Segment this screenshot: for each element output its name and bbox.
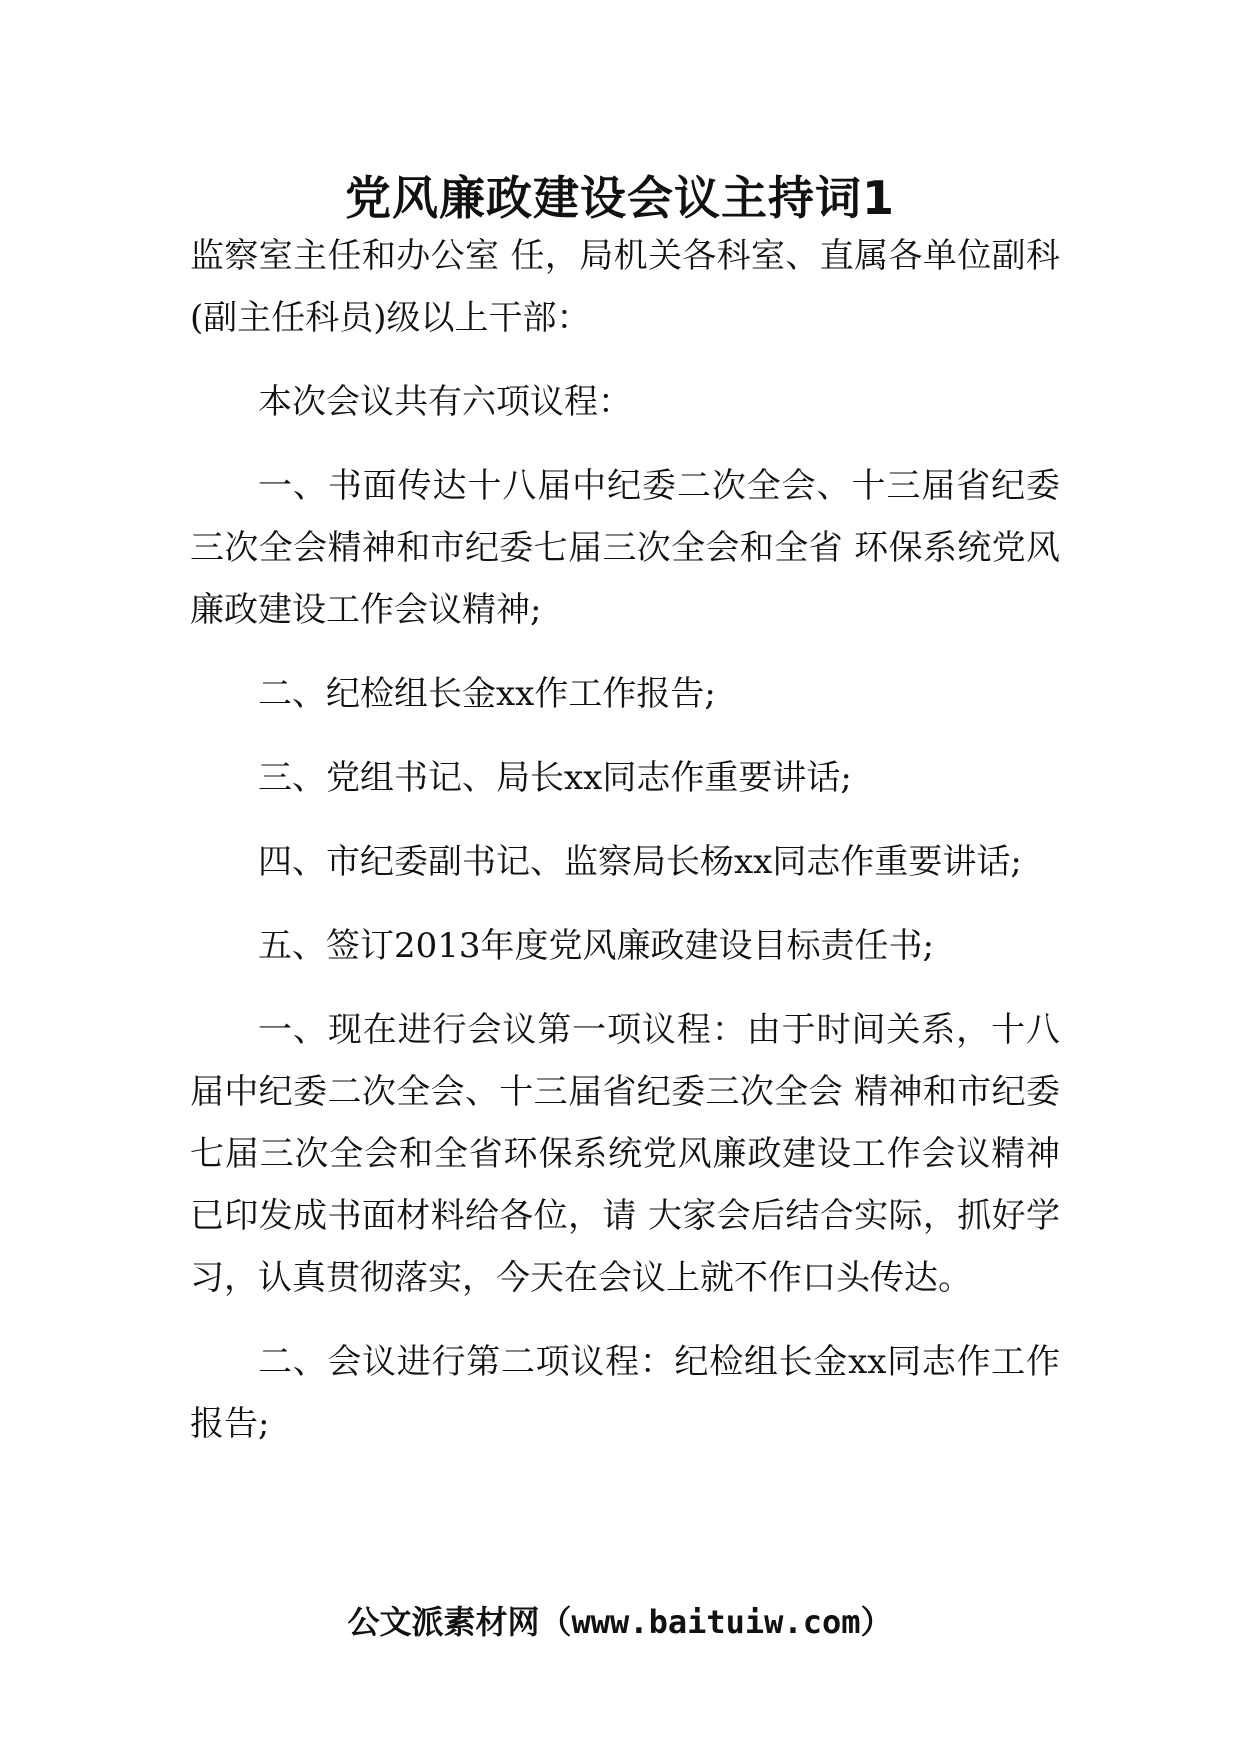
- agenda-item-3: 三、党组书记、局长xx同志作重要讲话;: [258, 758, 852, 798]
- document-title: 党风廉政建设会议主持词1: [344, 171, 895, 225]
- salutation-paragraph: 监察室主任和办公室 任，局机关各科室、直属各单位副科(副主任科员)级以上干部：: [190, 236, 1060, 338]
- agenda-item-2: 二、纪检组长金xx作工作报告;: [258, 674, 716, 714]
- agenda-item-5: 五、签订2013年度党风廉政建设目标责任书;: [258, 926, 934, 966]
- document-body: [190, 225, 1060, 1455]
- proceeding-item-2: 二、会议进行第二项议程：纪检组长金xx同志作工作报告;: [190, 1342, 1060, 1444]
- agenda-item-1: 一、书面传达十八届中纪委二次全会、十三届省纪委三次全会精神和市纪委七届三次全会和全省 环保系统党风廉政建设工作会议精神;: [190, 466, 1060, 630]
- agenda-item-4: 四、市纪委副书记、监察局长杨xx同志作重要讲话;: [258, 842, 1022, 882]
- source-footer: 公文派素材网（www.baituiw.com）: [347, 1603, 893, 1641]
- proceeding-item-1: 一、现在进行会议第一项议程：由于时间关系，十八届中纪委二次全会、十三届省纪委三次全会 精神和市纪委七届三次全会和全省环保系统党风廉政建设工作会议精神已印发成书面材料给各位，请 大家会后结合实际，抓好学习，认真贯彻落实，今天在会议上就不作口头传达。: [190, 1010, 1060, 1298]
- agenda-intro-paragraph: 本次会议共有六项议程：: [258, 382, 632, 422]
